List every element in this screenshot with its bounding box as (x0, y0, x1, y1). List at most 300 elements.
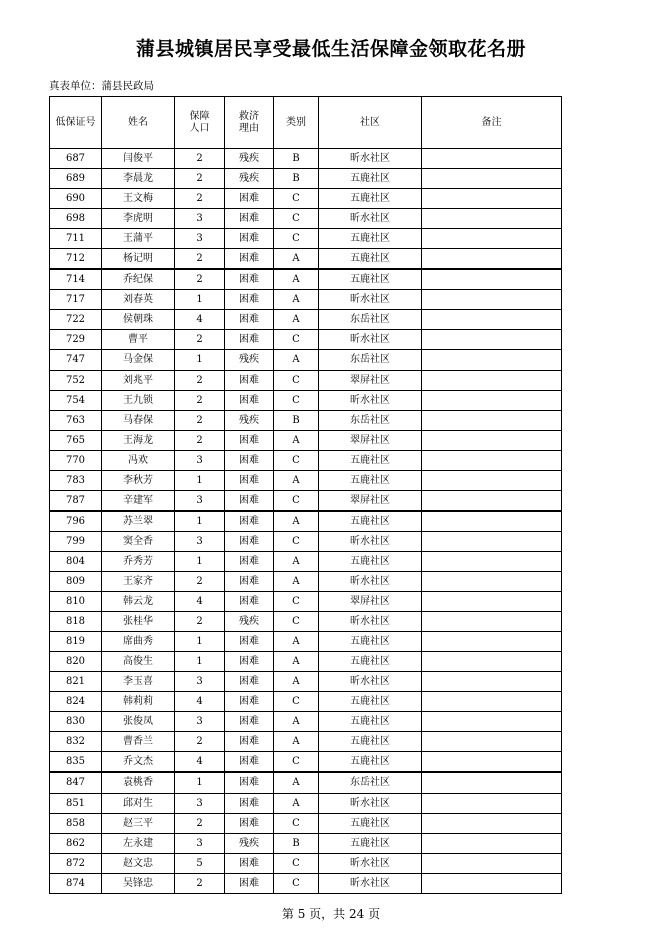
table-row (50, 149, 562, 169)
col-header-remarks: 备注 (422, 97, 562, 149)
cell-community: 翠屏社区 (319, 370, 422, 390)
cell-reason: 残疾 (225, 350, 274, 370)
roster-table (49, 96, 562, 894)
cell-name: 辛建军 (102, 490, 175, 511)
cell-remarks (422, 350, 562, 370)
cell-category: A (274, 571, 319, 591)
cell-household: 1 (175, 290, 225, 310)
cell-household: 3 (175, 672, 225, 692)
cell-name: 马春保 (102, 410, 175, 430)
cell-remarks (422, 149, 562, 169)
cell-household: 2 (175, 169, 225, 189)
cell-household: 4 (175, 592, 225, 612)
cell-household: 1 (175, 772, 225, 793)
table-row (50, 571, 562, 591)
table-row (50, 833, 562, 853)
cell-household: 2 (175, 189, 225, 209)
cell-reason: 困难 (225, 813, 274, 833)
cell-community: 昕水社区 (319, 873, 422, 893)
cell-id: 712 (50, 249, 102, 270)
issuing-unit: 真表单位：蒲县民政局 (49, 80, 154, 92)
table-row (50, 531, 562, 551)
cell-id: 783 (50, 470, 102, 490)
cell-community: 昕水社区 (319, 571, 422, 591)
cell-category: C (274, 370, 319, 390)
cell-reason: 困难 (225, 672, 274, 692)
cell-household: 3 (175, 209, 225, 229)
cell-category: A (274, 793, 319, 813)
cell-id: 763 (50, 410, 102, 430)
col-header-community: 社区 (319, 97, 422, 149)
cell-name: 李虎明 (102, 209, 175, 229)
cell-household: 2 (175, 813, 225, 833)
cell-remarks (422, 370, 562, 390)
cell-name: 韩云龙 (102, 592, 175, 612)
cell-id: 818 (50, 612, 102, 632)
cell-community: 昕水社区 (319, 531, 422, 551)
cell-community: 五鹿社区 (319, 732, 422, 752)
cell-category: B (274, 410, 319, 430)
cell-category: A (274, 712, 319, 732)
cell-category: B (274, 169, 319, 189)
cell-reason: 困难 (225, 209, 274, 229)
cell-category: A (274, 249, 319, 270)
cell-category: C (274, 490, 319, 511)
cell-household: 3 (175, 229, 225, 249)
cell-id: 799 (50, 531, 102, 551)
table-row (50, 873, 562, 893)
cell-name: 张桂华 (102, 612, 175, 632)
cell-community: 五鹿社区 (319, 169, 422, 189)
cell-household: 2 (175, 410, 225, 430)
cell-remarks (422, 672, 562, 692)
table-row (50, 632, 562, 652)
cell-id: 752 (50, 370, 102, 390)
cell-id: 698 (50, 209, 102, 229)
cell-id: 847 (50, 772, 102, 793)
cell-remarks (422, 772, 562, 793)
col-header-reason: 救济 理由 (225, 97, 274, 149)
cell-remarks (422, 853, 562, 873)
cell-name: 乔纪保 (102, 269, 175, 290)
cell-category: A (274, 470, 319, 490)
cell-remarks (422, 652, 562, 672)
cell-reason: 困难 (225, 310, 274, 330)
cell-name: 李秋芳 (102, 470, 175, 490)
cell-reason: 困难 (225, 592, 274, 612)
cell-category: C (274, 752, 319, 773)
table-row (50, 672, 562, 692)
cell-id: 796 (50, 511, 102, 532)
table-row (50, 793, 562, 813)
cell-household: 1 (175, 511, 225, 532)
cell-community: 五鹿社区 (319, 511, 422, 532)
cell-reason: 困难 (225, 330, 274, 350)
cell-reason: 困难 (225, 430, 274, 450)
cell-category: C (274, 209, 319, 229)
table-row (50, 652, 562, 672)
cell-name: 王文梅 (102, 189, 175, 209)
cell-id: 765 (50, 430, 102, 450)
cell-category: B (274, 833, 319, 853)
cell-remarks (422, 330, 562, 350)
cell-remarks (422, 430, 562, 450)
cell-name: 冯欢 (102, 450, 175, 470)
cell-reason: 残疾 (225, 149, 274, 169)
cell-household: 3 (175, 450, 225, 470)
cell-name: 曹平 (102, 330, 175, 350)
cell-name: 赵文忠 (102, 853, 175, 873)
cell-remarks (422, 833, 562, 853)
cell-community: 五鹿社区 (319, 752, 422, 773)
cell-name: 苏兰翠 (102, 511, 175, 532)
cell-reason: 残疾 (225, 833, 274, 853)
cell-community: 五鹿社区 (319, 712, 422, 732)
cell-remarks (422, 189, 562, 209)
cell-household: 3 (175, 531, 225, 551)
cell-community: 昕水社区 (319, 209, 422, 229)
roster-body (50, 149, 562, 894)
cell-reason: 困难 (225, 390, 274, 410)
cell-name: 杨记明 (102, 249, 175, 270)
cell-category: C (274, 390, 319, 410)
cell-name: 侯朝珠 (102, 310, 175, 330)
cell-reason: 困难 (225, 732, 274, 752)
cell-remarks (422, 793, 562, 813)
cell-category: C (274, 330, 319, 350)
cell-category: A (274, 310, 319, 330)
cell-name: 吴锋忠 (102, 873, 175, 893)
cell-reason: 残疾 (225, 410, 274, 430)
cell-id: 770 (50, 450, 102, 470)
cell-household: 4 (175, 752, 225, 773)
cell-category: A (274, 350, 319, 370)
cell-remarks (422, 290, 562, 310)
cell-id: 714 (50, 269, 102, 290)
cell-household: 2 (175, 430, 225, 450)
cell-remarks (422, 410, 562, 430)
cell-community: 五鹿社区 (319, 470, 422, 490)
cell-reason: 困难 (225, 531, 274, 551)
table-row (50, 592, 562, 612)
cell-name: 刘春英 (102, 290, 175, 310)
cell-reason: 困难 (225, 692, 274, 712)
cell-name: 乔文杰 (102, 752, 175, 773)
cell-name: 王九锁 (102, 390, 175, 410)
cell-name: 袁桃香 (102, 772, 175, 793)
cell-remarks (422, 712, 562, 732)
cell-reason: 困难 (225, 490, 274, 511)
cell-community: 五鹿社区 (319, 551, 422, 571)
table-row (50, 511, 562, 532)
col-header-id: 低保证号 (50, 97, 102, 149)
cell-name: 闫俊平 (102, 149, 175, 169)
cell-remarks (422, 310, 562, 330)
table-row (50, 169, 562, 189)
cell-category: C (274, 450, 319, 470)
cell-name: 张俊凤 (102, 712, 175, 732)
col-header-name: 姓名 (102, 97, 175, 149)
cell-remarks (422, 490, 562, 511)
cell-reason: 困难 (225, 189, 274, 209)
cell-community: 东岳社区 (319, 350, 422, 370)
cell-name: 曹香兰 (102, 732, 175, 752)
cell-category: C (274, 229, 319, 249)
cell-community: 昕水社区 (319, 390, 422, 410)
table-row (50, 390, 562, 410)
cell-remarks (422, 632, 562, 652)
cell-name: 刘兆平 (102, 370, 175, 390)
cell-community: 昕水社区 (319, 853, 422, 873)
cell-reason: 困难 (225, 450, 274, 470)
cell-id: 874 (50, 873, 102, 893)
cell-name: 左永建 (102, 833, 175, 853)
cell-id: 862 (50, 833, 102, 853)
cell-community: 昕水社区 (319, 672, 422, 692)
cell-category: A (274, 551, 319, 571)
cell-reason: 困难 (225, 752, 274, 773)
cell-remarks (422, 229, 562, 249)
cell-id: 804 (50, 551, 102, 571)
cell-id: 832 (50, 732, 102, 752)
cell-category: A (274, 672, 319, 692)
cell-household: 3 (175, 793, 225, 813)
cell-category: A (274, 652, 319, 672)
cell-reason: 困难 (225, 652, 274, 672)
table-row (50, 310, 562, 330)
cell-category: C (274, 813, 319, 833)
cell-community: 昕水社区 (319, 149, 422, 169)
cell-household: 2 (175, 612, 225, 632)
cell-id: 820 (50, 652, 102, 672)
cell-name: 赵三平 (102, 813, 175, 833)
cell-id: 830 (50, 712, 102, 732)
cell-name: 乔秀芳 (102, 551, 175, 571)
table-row (50, 813, 562, 833)
table-row (50, 290, 562, 310)
cell-reason: 困难 (225, 470, 274, 490)
cell-reason: 困难 (225, 712, 274, 732)
table-header-row (50, 97, 562, 149)
cell-remarks (422, 692, 562, 712)
cell-id: 690 (50, 189, 102, 209)
cell-id: 722 (50, 310, 102, 330)
table-row (50, 209, 562, 229)
cell-household: 2 (175, 149, 225, 169)
cell-remarks (422, 390, 562, 410)
cell-category: C (274, 873, 319, 893)
table-row (50, 450, 562, 470)
cell-category: C (274, 612, 319, 632)
cell-reason: 困难 (225, 632, 274, 652)
table-row (50, 853, 562, 873)
cell-id: 810 (50, 592, 102, 612)
cell-name: 韩莉莉 (102, 692, 175, 712)
cell-id: 858 (50, 813, 102, 833)
page-title: 蒲县城镇居民享受最低生活保障金领取花名册 (135, 38, 526, 60)
cell-category: C (274, 189, 319, 209)
cell-community: 五鹿社区 (319, 692, 422, 712)
cell-remarks (422, 470, 562, 490)
cell-id: 824 (50, 692, 102, 712)
cell-community: 昕水社区 (319, 793, 422, 813)
cell-id: 851 (50, 793, 102, 813)
cell-household: 2 (175, 732, 225, 752)
cell-remarks (422, 269, 562, 290)
cell-remarks (422, 209, 562, 229)
cell-category: A (274, 269, 319, 290)
cell-community: 昕水社区 (319, 330, 422, 350)
cell-reason: 困难 (225, 370, 274, 390)
cell-id: 687 (50, 149, 102, 169)
cell-household: 3 (175, 712, 225, 732)
table-row (50, 410, 562, 430)
cell-reason: 困难 (225, 290, 274, 310)
cell-category: A (274, 290, 319, 310)
cell-community: 五鹿社区 (319, 189, 422, 209)
cell-household: 4 (175, 310, 225, 330)
cell-household: 5 (175, 853, 225, 873)
cell-reason: 困难 (225, 249, 274, 270)
cell-id: 689 (50, 169, 102, 189)
col-header-household: 保障 人口 (175, 97, 225, 149)
cell-community: 五鹿社区 (319, 269, 422, 290)
cell-reason: 残疾 (225, 169, 274, 189)
cell-reason: 困难 (225, 772, 274, 793)
cell-category: B (274, 149, 319, 169)
cell-category: A (274, 772, 319, 793)
table-row (50, 612, 562, 632)
cell-household: 2 (175, 571, 225, 591)
cell-reason: 困难 (225, 853, 274, 873)
table-row (50, 772, 562, 793)
cell-id: 809 (50, 571, 102, 591)
table-row (50, 330, 562, 350)
cell-category: C (274, 531, 319, 551)
cell-name: 李玉喜 (102, 672, 175, 692)
cell-community: 翠屏社区 (319, 490, 422, 511)
table-row (50, 189, 562, 209)
cell-id: 819 (50, 632, 102, 652)
cell-community: 东岳社区 (319, 310, 422, 330)
cell-name: 李晨龙 (102, 169, 175, 189)
cell-reason: 困难 (225, 793, 274, 813)
cell-remarks (422, 571, 562, 591)
cell-household: 1 (175, 350, 225, 370)
col-header-category: 类别 (274, 97, 319, 149)
cell-community: 五鹿社区 (319, 833, 422, 853)
cell-category: C (274, 692, 319, 712)
cell-reason: 困难 (225, 873, 274, 893)
cell-name: 王家齐 (102, 571, 175, 591)
table-row (50, 229, 562, 249)
table-row (50, 732, 562, 752)
cell-remarks (422, 813, 562, 833)
cell-household: 1 (175, 551, 225, 571)
cell-reason: 困难 (225, 269, 274, 290)
cell-household: 1 (175, 652, 225, 672)
cell-id: 835 (50, 752, 102, 773)
cell-id: 729 (50, 330, 102, 350)
cell-household: 2 (175, 873, 225, 893)
cell-remarks (422, 450, 562, 470)
cell-community: 五鹿社区 (319, 632, 422, 652)
cell-household: 2 (175, 249, 225, 270)
cell-community: 昕水社区 (319, 290, 422, 310)
cell-name: 高俊生 (102, 652, 175, 672)
cell-community: 东岳社区 (319, 772, 422, 793)
cell-community: 五鹿社区 (319, 813, 422, 833)
table-row (50, 430, 562, 450)
cell-remarks (422, 169, 562, 189)
cell-household: 2 (175, 269, 225, 290)
cell-category: C (274, 592, 319, 612)
cell-household: 2 (175, 330, 225, 350)
table-row (50, 269, 562, 290)
cell-id: 747 (50, 350, 102, 370)
cell-name: 王海龙 (102, 430, 175, 450)
table-row (50, 551, 562, 571)
table-row (50, 712, 562, 732)
cell-household: 1 (175, 470, 225, 490)
cell-id: 711 (50, 229, 102, 249)
cell-id: 872 (50, 853, 102, 873)
cell-remarks (422, 873, 562, 893)
cell-remarks (422, 511, 562, 532)
cell-remarks (422, 551, 562, 571)
table-row (50, 470, 562, 490)
cell-reason: 困难 (225, 511, 274, 532)
cell-household: 2 (175, 390, 225, 410)
cell-id: 754 (50, 390, 102, 410)
cell-community: 东岳社区 (319, 410, 422, 430)
cell-id: 821 (50, 672, 102, 692)
cell-name: 邱对生 (102, 793, 175, 813)
cell-reason: 困难 (225, 571, 274, 591)
cell-name: 马金保 (102, 350, 175, 370)
cell-household: 4 (175, 692, 225, 712)
cell-community: 五鹿社区 (319, 450, 422, 470)
cell-community: 昕水社区 (319, 612, 422, 632)
cell-category: C (274, 853, 319, 873)
table-row (50, 249, 562, 270)
table-row (50, 752, 562, 773)
cell-category: A (274, 732, 319, 752)
cell-remarks (422, 732, 562, 752)
cell-remarks (422, 592, 562, 612)
table-row (50, 692, 562, 712)
cell-reason: 困难 (225, 229, 274, 249)
table-row (50, 350, 562, 370)
cell-community: 五鹿社区 (319, 249, 422, 270)
cell-reason: 残疾 (225, 612, 274, 632)
cell-category: A (274, 511, 319, 532)
cell-household: 3 (175, 490, 225, 511)
cell-household: 3 (175, 833, 225, 853)
cell-community: 翠屏社区 (319, 592, 422, 612)
cell-remarks (422, 752, 562, 773)
cell-reason: 困难 (225, 551, 274, 571)
cell-household: 1 (175, 632, 225, 652)
cell-household: 2 (175, 370, 225, 390)
cell-name: 窦全香 (102, 531, 175, 551)
cell-community: 五鹿社区 (319, 229, 422, 249)
cell-remarks (422, 249, 562, 270)
cell-community: 翠屏社区 (319, 430, 422, 450)
cell-name: 席曲秀 (102, 632, 175, 652)
table-row (50, 370, 562, 390)
cell-name: 王蒲平 (102, 229, 175, 249)
